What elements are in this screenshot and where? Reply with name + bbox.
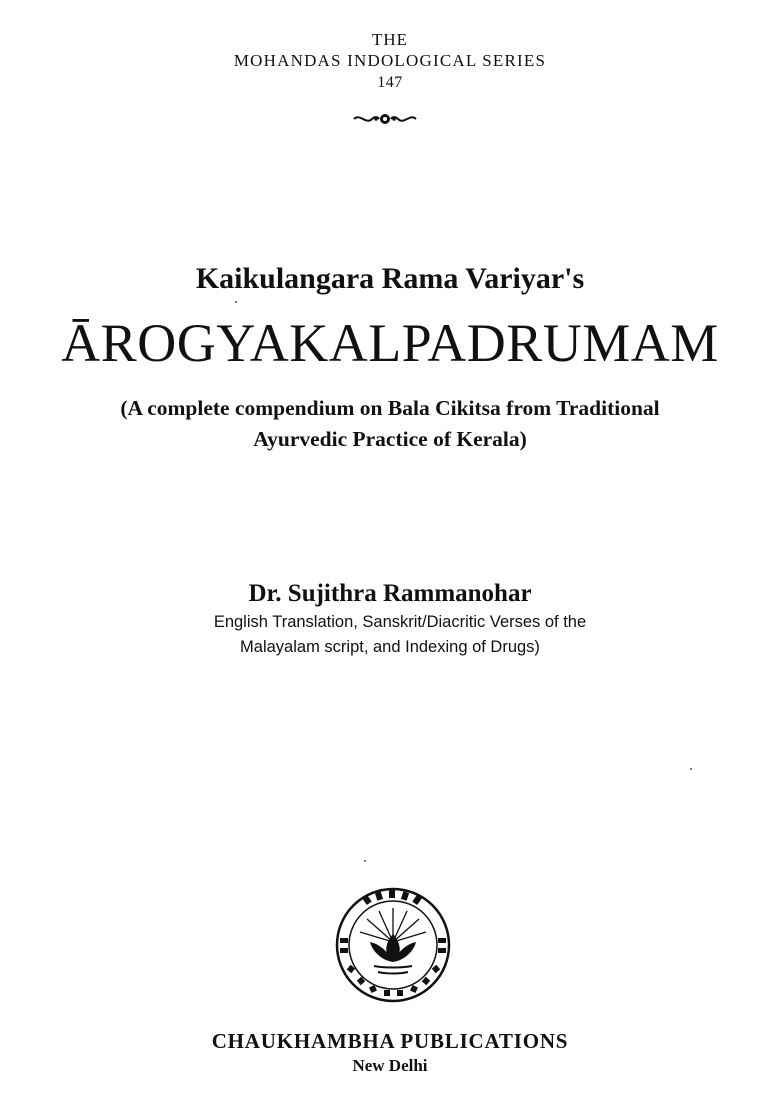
scan-speck: [235, 301, 237, 303]
publisher-city: New Delhi: [352, 1056, 428, 1075]
subtitle-line-2: Ayurvedic Practice of Kerala): [253, 427, 527, 451]
book-title: ĀROGYAKALPADRUMAM: [61, 313, 719, 373]
translator-credit-line-1: English Translation, Sanskrit/Diacritic Verses of the: [213, 613, 587, 631]
author-line: Kaikulangara Rama Variyar's: [195, 262, 585, 295]
publisher-name: CHAUKHAMBHA PUBLICATIONS: [211, 1029, 569, 1053]
translator-name: Dr. Sujithra Rammanohar: [248, 580, 532, 607]
series-label: THE: [371, 30, 409, 49]
publisher-seal-icon: [334, 886, 452, 1004]
scan-speck: [364, 860, 366, 862]
translator-credit-line-2: Malayalam script, and Indexing of Drugs): [240, 638, 540, 656]
series-number: 147: [377, 74, 403, 91]
subtitle-line-1: (A complete compendium on Bala Cikitsa from Traditional: [120, 396, 660, 420]
ornament-icon: [352, 111, 418, 127]
scan-speck: [690, 768, 692, 770]
series-name: MOHANDAS INDOLOGICAL SERIES: [233, 51, 547, 70]
